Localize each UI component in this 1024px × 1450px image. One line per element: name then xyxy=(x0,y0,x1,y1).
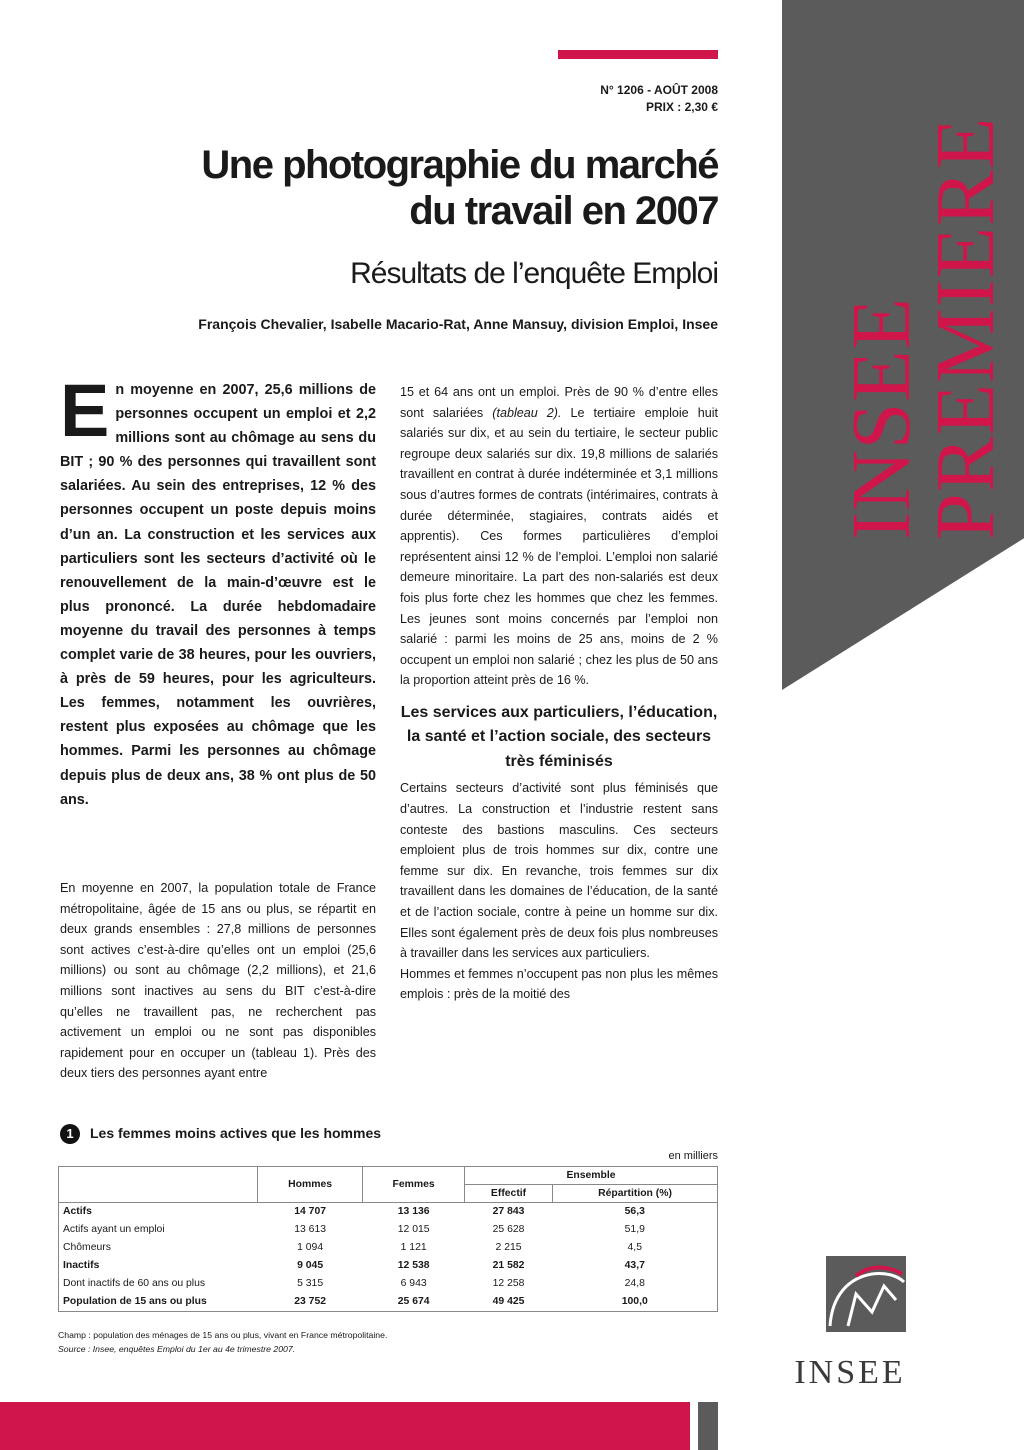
table-cell-label: Actifs ayant un emploi xyxy=(63,1224,165,1235)
table-header-hommes: Hommes xyxy=(258,1167,363,1203)
body-column-left xyxy=(60,878,376,1084)
body-paragraph: Hommes et femmes n’occupent pas non plus les mêmes emplois : près de la moitié des xyxy=(400,966,718,1002)
table-cell-repartition: 56,3 xyxy=(624,1206,645,1217)
table-cell-hommes: 13 613 xyxy=(294,1224,326,1235)
table-row xyxy=(59,1293,718,1312)
table-cell-hommes: 1 094 xyxy=(297,1242,324,1253)
table-cell-hommes: 9 045 xyxy=(297,1260,324,1271)
table-cell-effectif: 27 843 xyxy=(492,1206,525,1217)
lead-paragraph xyxy=(60,369,376,812)
table-row xyxy=(59,1257,718,1275)
article-authors: François Chevalier, Isabelle Macario-Rat, Anne Mansuy, division Emploi, Insee xyxy=(198,316,718,332)
article-title xyxy=(120,142,718,234)
table-cell-femmes: 13 136 xyxy=(397,1206,430,1217)
issue-info xyxy=(600,82,718,116)
table-header-effectif: Effectif xyxy=(465,1185,553,1203)
table-cell-hommes: 23 752 xyxy=(294,1296,326,1307)
table-header-femmes: Femmes xyxy=(363,1167,465,1203)
table-header-label xyxy=(59,1167,258,1203)
table-title-text: Les femmes moins actives que les hommes xyxy=(90,1125,382,1141)
table-number-badge: 1 xyxy=(60,1124,80,1144)
accent-bar-bottom xyxy=(0,1402,690,1450)
table-cell-femmes: 12 538 xyxy=(397,1260,430,1271)
table-cell-hommes: 14 707 xyxy=(294,1206,326,1217)
insee-logo-mark xyxy=(826,1256,906,1332)
issue-number: N° 1206 - AOÛT 2008 xyxy=(600,83,718,97)
table-cell-label: Dont inactifs de 60 ans ou plus xyxy=(63,1278,206,1289)
table-unit: en milliers xyxy=(668,1150,718,1162)
accent-bar-top xyxy=(558,50,718,59)
table-cell-repartition: 51,9 xyxy=(624,1224,645,1235)
body-paragraph: Certains secteurs d’activité sont plus féminisés que d’autres. La construction et l’industrie restent sans conteste des bastions masculins. Ces secteurs emploient plus de trois hommes sur dix, contre une femme sur dix. En revanche, trois femmes sur dix travaillent dans les domaines de l’éducation, de la santé et de l’action sociale, contre à peine un homme sur dix. Elles sont également près de deux fois plus nombreuses à travailler dans les services aux particuliers. xyxy=(400,781,718,961)
table-cell-label: Inactifs xyxy=(63,1260,100,1271)
table-note-champ: Champ : population des ménages de 15 ans ou plus, vivant en France métropolitaine. xyxy=(58,1330,388,1340)
gray-bar-bottom xyxy=(698,1402,718,1450)
table-row xyxy=(59,1239,718,1257)
data-table xyxy=(58,1166,718,1312)
table-cell-label: Actifs xyxy=(63,1206,92,1217)
table-cell-effectif: 49 425 xyxy=(492,1296,525,1307)
table-cell-femmes: 12 015 xyxy=(397,1224,430,1235)
table-cell-femmes: 1 121 xyxy=(400,1242,427,1253)
lead-text: n moyenne en 2007, 25,6 millions de personnes occupent un emploi et 2,2 millions sont au chômage au sens du BIT ; 90 % des personnes qui travaillent sont salariées. Au sein des entreprises, 12 % des personnes occupent un poste depuis moins d’un an. La construction et les services aux particuliers sont les secteurs d’activité où le renouvellement de la main-d’œuvre est le plus prononcé. La durée hebdomadaire moyenne du travail des personnes à temps complet varie de 38 heures, pour les ouvriers, à près de 59 heures, pour les agriculteurs. Les femmes, notamment les ouvrières, restent plus exposées au chômage que les hommes. Parmi les personnes au chômage depuis plus de deux ans, 38 % ont plus de 50 ans. xyxy=(60,382,376,808)
table-cell-effectif: 25 628 xyxy=(492,1224,525,1235)
table-cell-repartition: 4,5 xyxy=(627,1242,642,1253)
table-reference: (tableau 2). xyxy=(492,405,562,420)
article-subtitle: Résultats de l’enquête Emploi xyxy=(350,257,718,290)
publication-title-line1: INSEE xyxy=(835,297,928,540)
body-paragraph: En moyenne en 2007, la population totale de France métropolitaine, âgée de 15 ans ou plus, se répartit en deux grands ensembles : 27,8 millions de personnes sont actives c’est-à-dire qu’elles ont un emploi (25,6 millions) ou sont au chômage (2,2 millions), et 21,6 millions sont inactives au sens du BIT c’est-à-dire qu’elles ne travaillent pas, ne recherchent pas activement un emploi ou ne sont pas disponibles rapidement pour en occuper un (tableau 1). Près des deux tiers des personnes ayant entre xyxy=(60,881,376,1081)
table-cell-effectif: 2 215 xyxy=(495,1242,522,1253)
article-title-line1: Une photographie du marché xyxy=(201,143,718,187)
body-column-right xyxy=(400,382,718,1005)
table-cell-femmes: 6 943 xyxy=(400,1278,427,1289)
table-row xyxy=(59,1275,718,1293)
table-row xyxy=(59,1203,718,1222)
table-cell-femmes: 25 674 xyxy=(397,1296,430,1307)
table-cell-repartition: 43,7 xyxy=(624,1260,645,1271)
table-notes xyxy=(58,1328,387,1356)
table-cell-effectif: 12 258 xyxy=(492,1278,525,1289)
section-heading: Les services aux particuliers, l’éducation, la santé et l’action sociale, des secteurs très féminisés xyxy=(400,703,718,770)
table-cell-hommes: 5 315 xyxy=(297,1278,324,1289)
body-text: 15 et 64 ans ont un emploi. Près de 90 % d’entre elles sont salariées xyxy=(400,385,718,420)
body-text: Le tertiaire emploie huit salariés sur dix, et au sein du tertiaire, le secteur public regroupe deux salariés sur dix. 19,8 millions de salariés travaillent en contrat à durée indéterminée et 3,1 millions sous d’autres formes de contrats (intérimaires, contrats à durée déterminée, stagiaires, contrats aidés et apprentis). Ces formes particulières d’emploi représentent ainsi 12 % de l’emploi. L’emploi non salarié demeure minoritaire. La part des non-salariés est deux fois plus forte chez les hommes que chez les femmes. Les jeunes sont moins concernés par l’emploi non salarié : parmi les moins de 25 ans, moins de 2 % occupent un emploi non salarié ; chez les plus de 50 ans la proportion atteint près de 16 %. xyxy=(400,405,719,688)
table-cell-repartition: 100,0 xyxy=(621,1296,648,1307)
table-cell-repartition: 24,8 xyxy=(624,1278,645,1289)
insee-logo-icon xyxy=(826,1256,906,1332)
dropcap: E xyxy=(60,369,110,452)
publication-title-line2: PREMIERE xyxy=(919,116,1012,540)
table-note-source: Source : Insee, enquêtes Emploi du 1er au 4e trimestre 2007. xyxy=(58,1344,296,1354)
table-title xyxy=(60,1124,381,1144)
table-header-ensemble: Ensemble xyxy=(465,1167,718,1185)
insee-logo-text: INSEE xyxy=(794,1354,906,1391)
publication-title xyxy=(835,40,1012,540)
body-paragraph xyxy=(400,382,718,691)
table-cell-effectif: 21 582 xyxy=(492,1260,525,1271)
table-header-repartition: Répartition (%) xyxy=(553,1185,718,1203)
article-title-line2: du travail en 2007 xyxy=(409,189,718,233)
table-row xyxy=(59,1221,718,1239)
table-cell-label: Population de 15 ans ou plus xyxy=(63,1296,207,1307)
table-cell-label: Chômeurs xyxy=(63,1242,111,1253)
table-body xyxy=(59,1203,718,1312)
issue-price: PRIX : 2,30 € xyxy=(645,100,718,114)
